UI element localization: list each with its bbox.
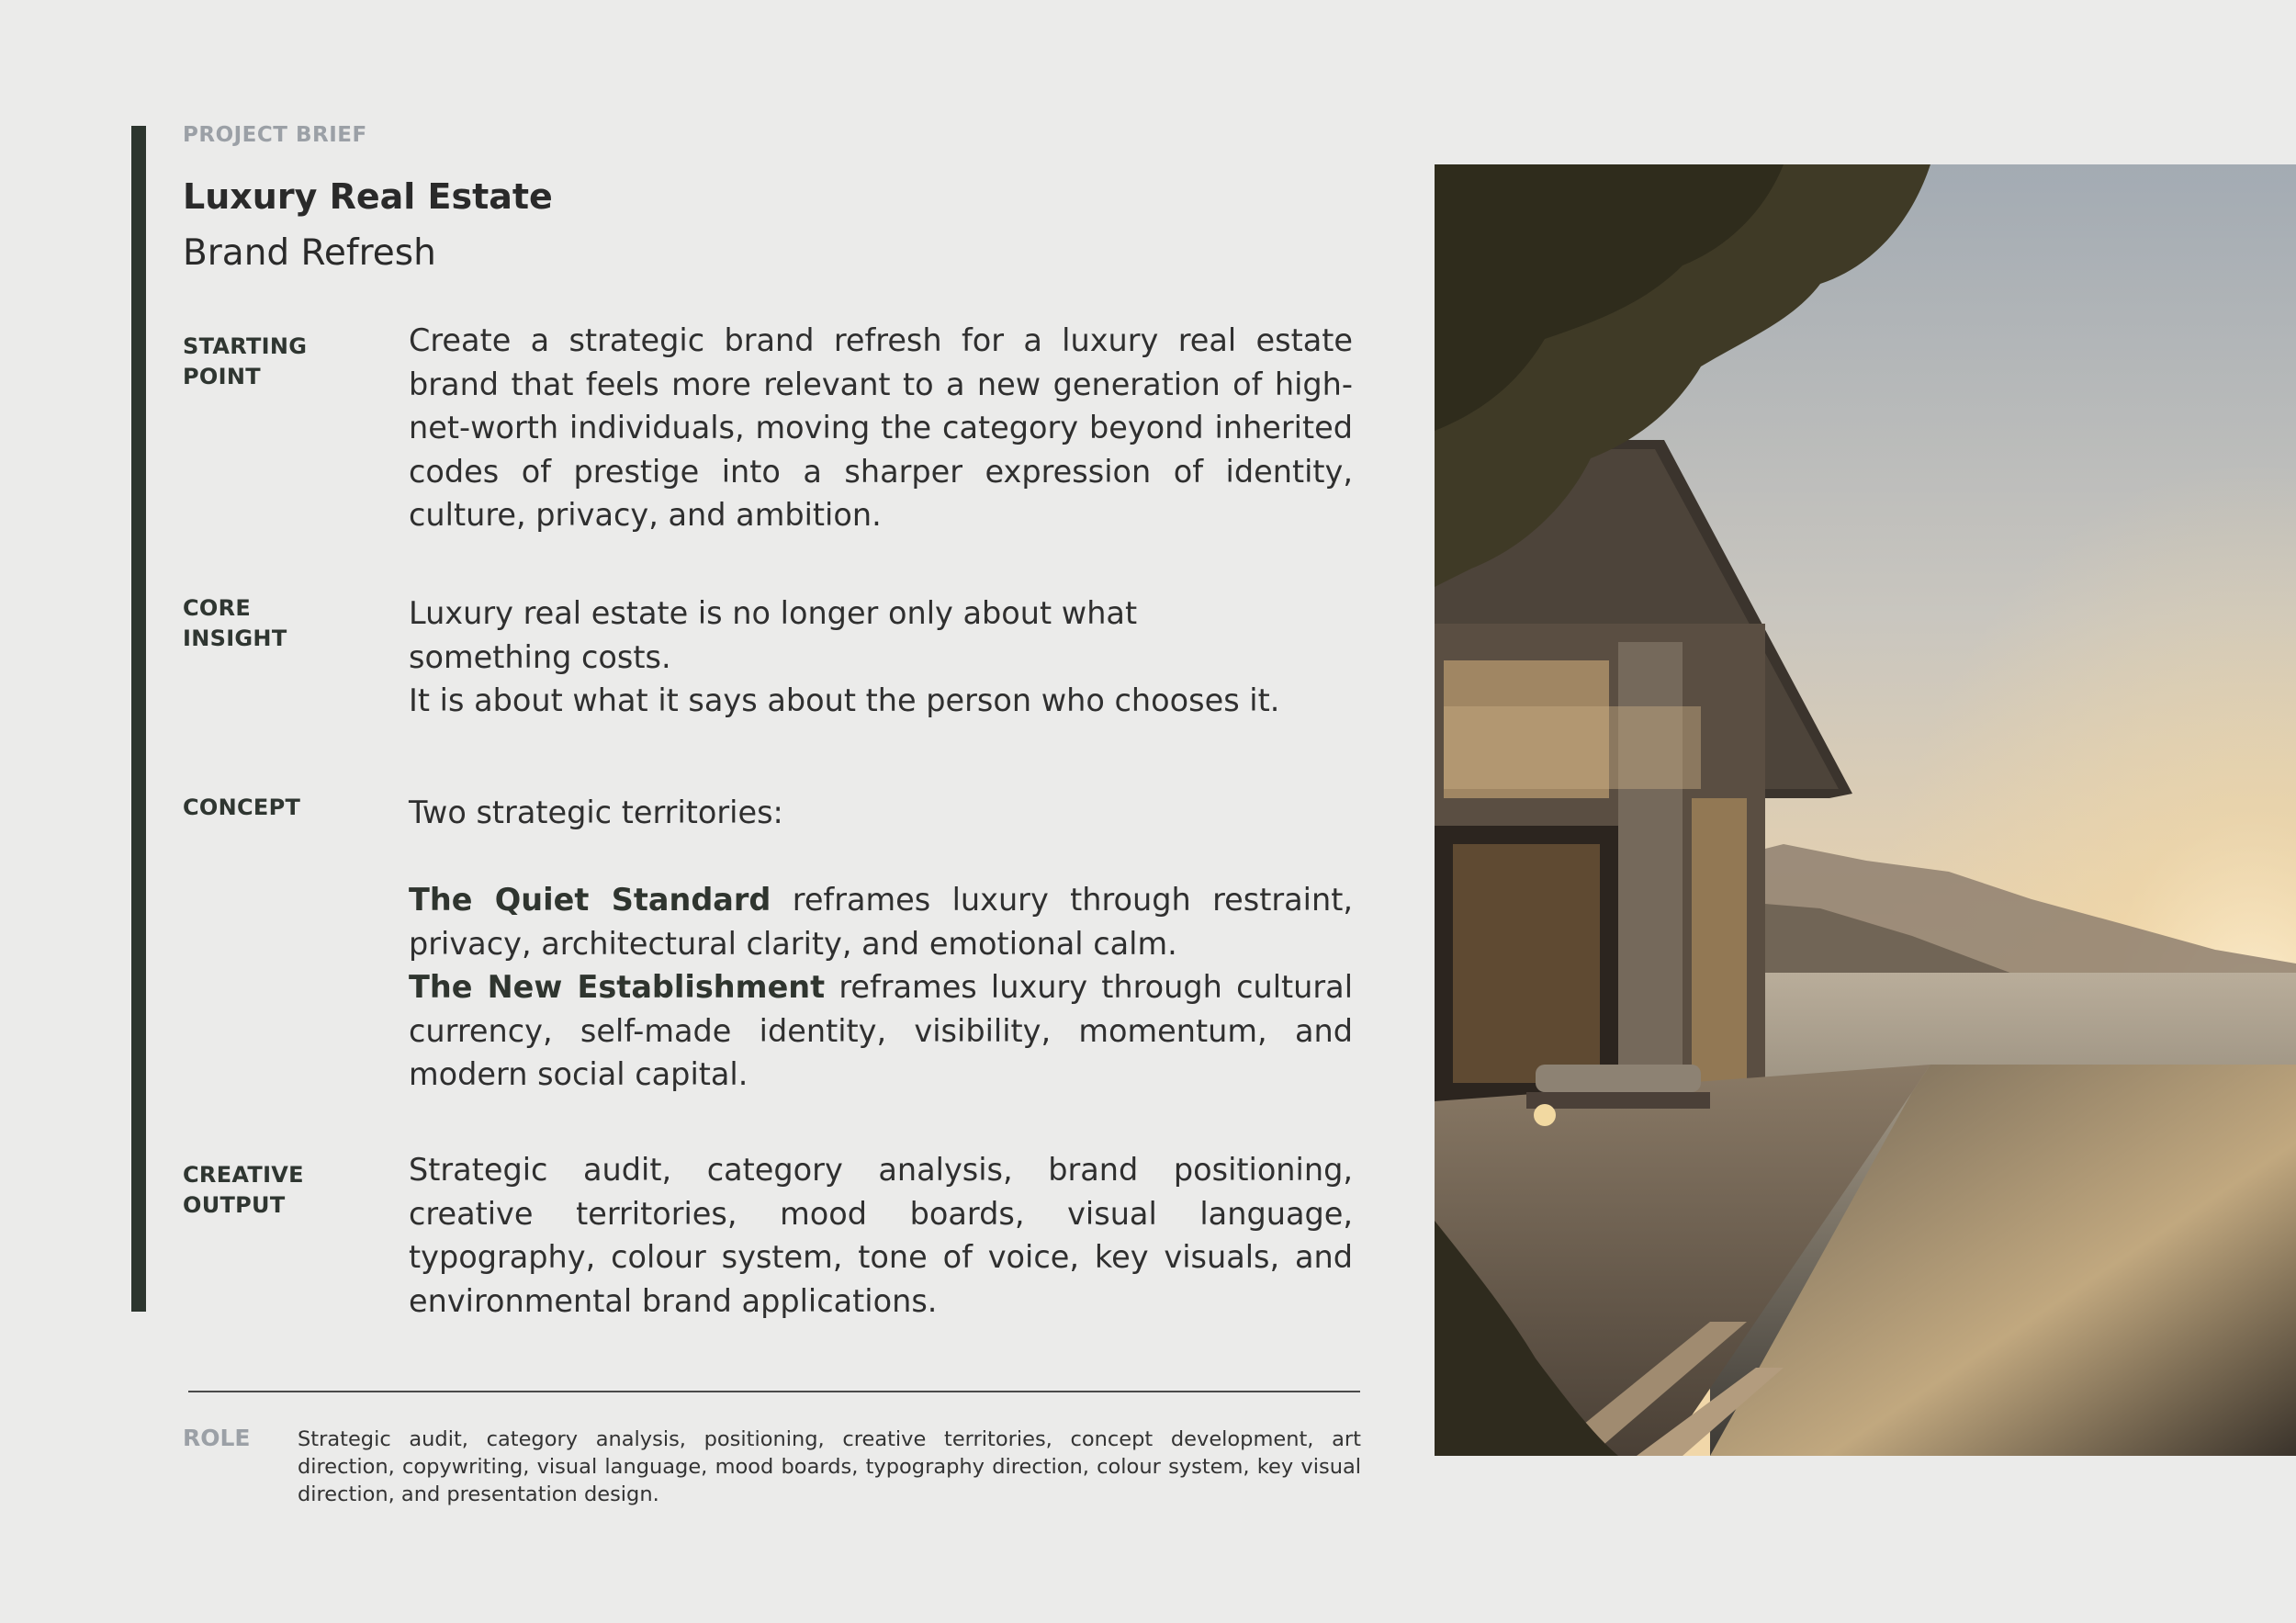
core-insight-line2: something costs. bbox=[409, 638, 671, 675]
starting-point-label-line1: STARTING bbox=[183, 333, 308, 359]
starting-point-label-line2: POINT bbox=[183, 364, 261, 389]
role-label: ROLE bbox=[183, 1425, 251, 1451]
page-subtitle: Brand Refresh bbox=[183, 232, 436, 274]
concept-territories bbox=[409, 878, 1353, 1097]
core-insight-line1: Luxury real estate is no longer only about what bbox=[409, 595, 1138, 631]
territory-new-establishment-name: The New Establishment bbox=[409, 969, 826, 1005]
creative-output-label-line2: OUTPUT bbox=[183, 1192, 286, 1218]
core-insight-text bbox=[409, 592, 1353, 723]
concept-intro: Two strategic territories: bbox=[409, 795, 783, 830]
territory-quiet-standard bbox=[409, 878, 1353, 965]
territory-new-establishment bbox=[409, 965, 1353, 1097]
core-insight-line3: It is about what it says about the person who chooses it. bbox=[409, 682, 1280, 718]
section-kicker: PROJECT BRIEF bbox=[183, 123, 367, 147]
page-title: Luxury Real Estate bbox=[183, 176, 553, 217]
territory-quiet-standard-name: The Quiet Standard bbox=[409, 882, 771, 918]
core-insight-label-line2: INSIGHT bbox=[183, 626, 287, 651]
territory-quiet-standard-text: reframes luxury through restraint, privacy, architectural clarity, and emotional calm. bbox=[409, 882, 1354, 962]
starting-point-label bbox=[183, 332, 366, 392]
starting-point-text: Create a strategic brand refresh for a luxury real estate brand that feels more relevant to a new generation of high-net-worth individuals, moving the category beyond inherited codes of prestige into a sharper expression of identity, culture, privacy, and ambition. bbox=[409, 322, 1353, 533]
core-insight-label bbox=[183, 593, 366, 654]
villa-sunset-photo bbox=[1435, 164, 2296, 1456]
villa-sunset-illustration bbox=[1435, 164, 2296, 1456]
territory-new-establishment-text: reframes luxury through cultural currency, self-made identity, visibility, momentum, and modern social capital. bbox=[409, 969, 1353, 1092]
accent-bar bbox=[131, 126, 146, 1312]
role-text: Strategic audit, category analysis, positioning, creative territories, concept development, art direction, copywriting, visual language, mood boards, typography direction, colour system, key visual direction, and presentation design. bbox=[298, 1427, 1361, 1506]
creative-output-text: Strategic audit, category analysis, brand positioning, creative territories, mood boards, visual language, typography, colour system, tone of voice, key visuals, and environmental brand applications. bbox=[409, 1152, 1353, 1319]
creative-output-label-line1: CREATIVE bbox=[183, 1162, 304, 1188]
creative-output-label bbox=[183, 1160, 366, 1221]
concept-label: CONCEPT bbox=[183, 795, 301, 820]
divider-rule bbox=[188, 1391, 1360, 1392]
core-insight-label-line1: CORE bbox=[183, 595, 252, 621]
